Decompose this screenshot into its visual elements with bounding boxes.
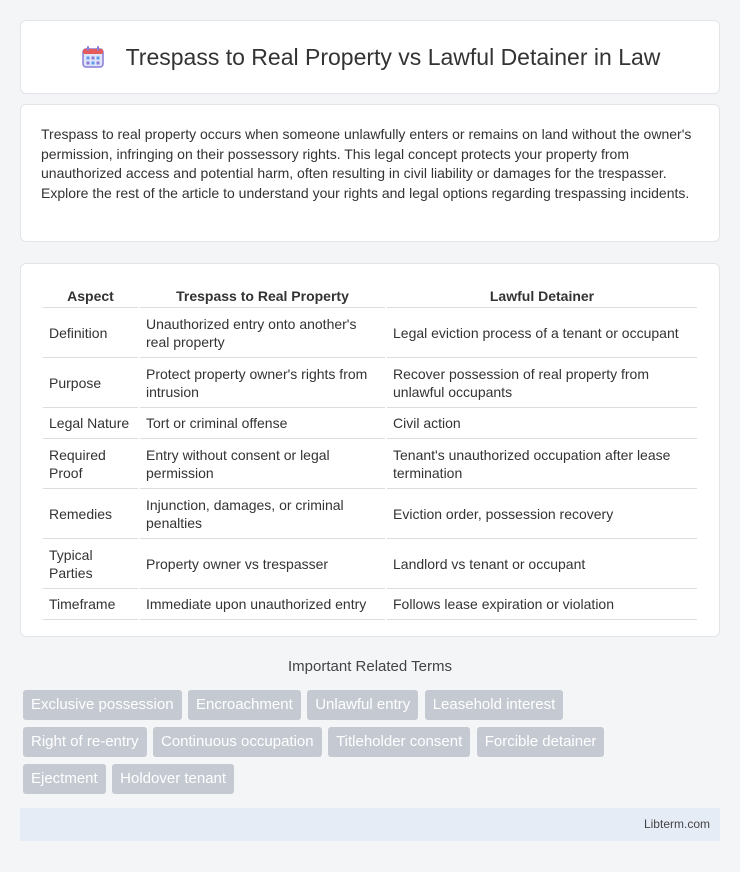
footer-site-link[interactable]: Libterm.com — [643, 817, 710, 831]
table-row — [43, 539, 697, 589]
calendar-icon — [80, 44, 106, 70]
term-tag[interactable]: Holdover tenant — [112, 764, 234, 794]
table-row — [43, 358, 697, 408]
table-cell: Legal eviction process of a tenant or occupant — [387, 308, 697, 358]
term-tag[interactable]: Right of re-entry — [23, 727, 147, 757]
table-cell: Unauthorized entry onto another's real property — [140, 308, 385, 358]
table-cell: Protect property owner's rights from intrusion — [140, 358, 385, 408]
intro-paragraph: Trespass to real property occurs when someone unlawfully enters or remains on land without the owner's permission, infringing on their possessory rights. This legal concept protects your property from unauthorized access and potential harm, often resulting in civil liability or damages for the trespasser. Explore the rest of the article to understand your rights and legal options regarding trespassing incidents. — [41, 126, 692, 201]
table-cell: Legal Nature — [43, 408, 138, 439]
term-tag[interactable]: Unlawful entry — [307, 690, 418, 720]
table-row — [43, 489, 697, 539]
related-terms-list — [23, 690, 703, 801]
comparison-table-card — [20, 263, 720, 637]
table-cell: Required Proof — [43, 439, 138, 489]
table-cell: Typical Parties — [43, 539, 138, 589]
term-tag[interactable]: Exclusive possession — [23, 690, 182, 720]
table-cell: Definition — [43, 308, 138, 358]
term-tag[interactable]: Ejectment — [23, 764, 106, 794]
related-terms-heading: Important Related Terms — [288, 658, 452, 675]
table-cell: Entry without consent or legal permission — [140, 439, 385, 489]
footer — [20, 808, 720, 841]
header-lawful-detainer: Lawful Detainer — [387, 286, 697, 308]
table-cell: Remedies — [43, 489, 138, 539]
term-tag[interactable]: Forcible detainer — [477, 727, 605, 757]
table-row — [43, 408, 697, 439]
table-cell: Property owner vs trespasser — [140, 539, 385, 589]
table-cell: Follows lease expiration or violation — [387, 589, 697, 620]
table-cell: Eviction order, possession recovery — [387, 489, 697, 539]
page-title: Trespass to Real Property vs Lawful Detainer in Law — [125, 43, 661, 70]
term-tag[interactable]: Titleholder consent — [328, 727, 470, 757]
intro-card — [20, 104, 720, 242]
table-row — [43, 439, 697, 489]
term-tag[interactable]: Leasehold interest — [425, 690, 564, 720]
table-cell: Tenant's unauthorized occupation after lease termination — [387, 439, 697, 489]
term-tag[interactable]: Encroachment — [188, 690, 301, 720]
table-cell: Immediate upon unauthorized entry — [140, 589, 385, 620]
table-cell: Recover possession of real property from unlawful occupants — [387, 358, 697, 408]
table-cell: Tort or criminal offense — [140, 408, 385, 439]
table-cell: Civil action — [387, 408, 697, 439]
table-cell: Injunction, damages, or criminal penalties — [140, 489, 385, 539]
table-header-row — [43, 286, 697, 308]
table-cell: Landlord vs tenant or occupant — [387, 539, 697, 589]
table-cell: Purpose — [43, 358, 138, 408]
header-aspect: Aspect — [43, 286, 138, 308]
header-trespass: Trespass to Real Property — [140, 286, 385, 308]
table-row — [43, 589, 697, 620]
comparison-table — [41, 286, 699, 620]
table-cell: Timeframe — [43, 589, 138, 620]
title-card — [20, 20, 720, 94]
table-row — [43, 308, 697, 358]
term-tag[interactable]: Continuous occupation — [153, 727, 322, 757]
